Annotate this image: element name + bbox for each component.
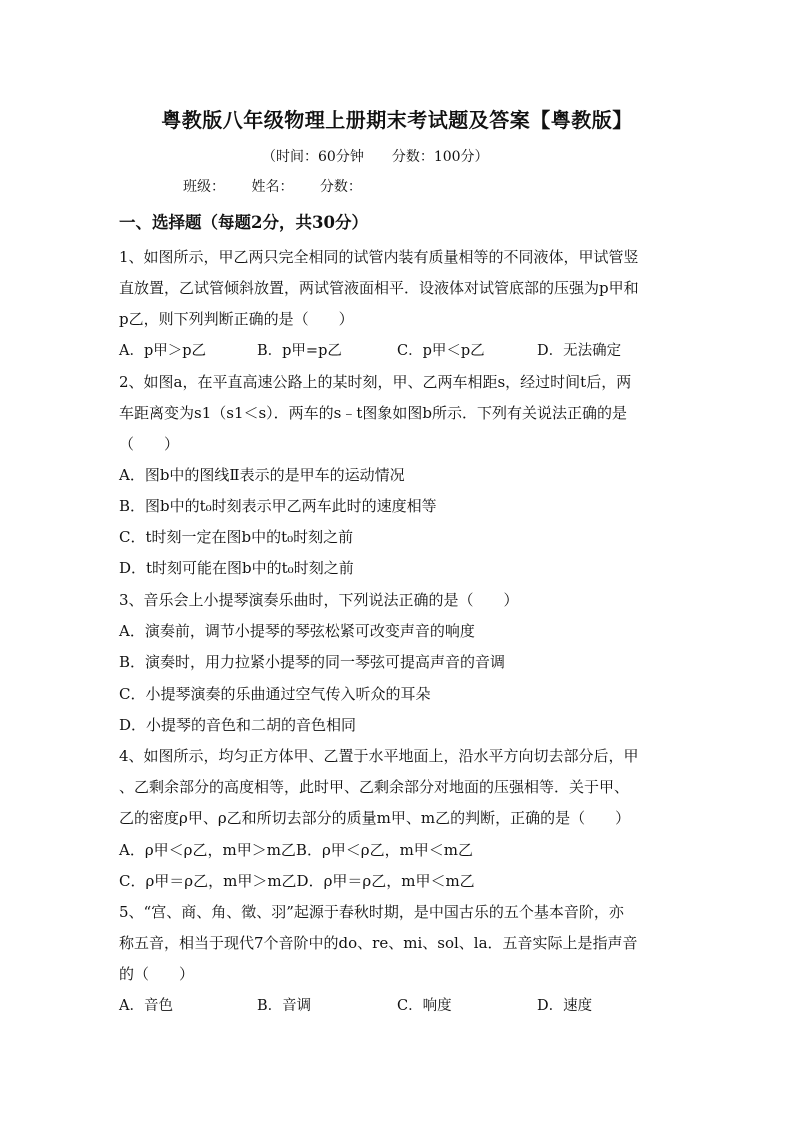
q4-line: 、乙剩余部分的高度相等，此时甲、乙剩余部分对地面的压强相等．关于甲、 — [119, 778, 630, 796]
q3-option-c: C．小提琴演奏的乐曲通过空气传入听众的耳朵 — [119, 685, 431, 703]
q5-line: 5、“宫、商、角、徵、羽”起源于春秋时期，是中国古乐的五个基本音阶，亦 — [119, 903, 624, 921]
total-score: 分数：100分） — [391, 149, 489, 165]
q4-options-cd: C．ρ甲＝ρ乙，m甲＞m乙D．ρ甲＝ρ乙，m甲＜m乙 — [119, 872, 475, 890]
q1-options — [119, 341, 621, 361]
q4-line: 乙的密度ρ甲、ρ乙和所切去部分的质量m甲、m乙的判断，正确的是（ ） — [119, 809, 631, 827]
q1-line: 直放置，乙试管倾斜放置，两试管液面相平．设液体对试管底部的压强为p甲和 — [119, 279, 639, 297]
q2-line: （ ） — [119, 435, 180, 453]
q1-line: 1、如图所示，甲乙两只完全相同的试管内装有质量相等的不同液体，甲试管竖 — [119, 248, 639, 266]
exam-meta — [262, 146, 489, 166]
q5-options — [119, 996, 592, 1016]
q5-line: 称五音，相当于现代7个音阶中的do、re、mi、sol、la．五音实际上是指声音 — [119, 934, 638, 952]
q5-line: 的（ ） — [119, 965, 195, 983]
time-limit: （时间：60分钟 — [262, 149, 364, 165]
q2-option-c: C．t时刻一定在图b中的t₀时刻之前 — [119, 528, 354, 546]
q2-line: 2、如图a，在平直高速公路上的某时刻，甲、乙两车相距s，经过时间t后，两 — [119, 373, 632, 391]
q1-option-d: D．无法确定 — [537, 343, 622, 359]
q2-option-d: D．t时刻可能在图b中的t₀时刻之前 — [119, 559, 354, 577]
section-heading: 一、选择题（每题2分，共30分） — [119, 213, 368, 232]
marks-label: 分数： — [319, 179, 362, 195]
q2-option-b: B．图b中的t₀时刻表示甲乙两车此时的速度相等 — [119, 497, 437, 515]
q3-option-a: A．演奏前，调节小提琴的琴弦松紧可改变声音的响度 — [119, 622, 475, 640]
q1-option-b: B．p甲=p乙 — [257, 343, 342, 359]
q5-option-a: A．音色 — [119, 998, 173, 1014]
q3-option-b: B．演奏时，用力拉紧小提琴的同一琴弦可提高声音的音调 — [119, 653, 506, 671]
q1-line: p乙，则下列判断正确的是（ ） — [119, 310, 354, 328]
q3-line: 3、音乐会上小提琴演奏乐曲时，下列说法正确的是（ ） — [119, 591, 519, 609]
q5-option-b: B．音调 — [257, 998, 312, 1014]
page-title: 粤教版八年级物理上册期末考试题及答案【粤教版】 — [161, 108, 633, 132]
q4-options-ab: A．ρ甲＜ρ乙，m甲＞m乙B．ρ甲＜ρ乙，m甲＜m乙 — [119, 841, 474, 859]
q2-option-a: A．图b中的图线Ⅱ表示的是甲车的运动情况 — [119, 466, 405, 484]
q1-option-c: C．p甲＜p乙 — [397, 343, 485, 359]
q5-option-c: C．响度 — [397, 998, 452, 1014]
q3-option-d: D．小提琴的音色和二胡的音色相同 — [119, 716, 357, 734]
q4-line: 4、如图所示，均匀正方体甲、乙置于水平地面上，沿水平方向切去部分后，甲 — [119, 747, 639, 765]
name-label: 姓名： — [251, 179, 294, 195]
class-label: 班级： — [183, 179, 225, 195]
student-info-row — [183, 176, 384, 196]
q5-option-d: D．速度 — [537, 998, 593, 1014]
q1-option-a: A．p甲＞p乙 — [119, 343, 207, 359]
q2-line: 车距离变为s1（s1＜s）．两车的s﹣t图象如图b所示．下列有关说法正确的是 — [119, 404, 628, 422]
